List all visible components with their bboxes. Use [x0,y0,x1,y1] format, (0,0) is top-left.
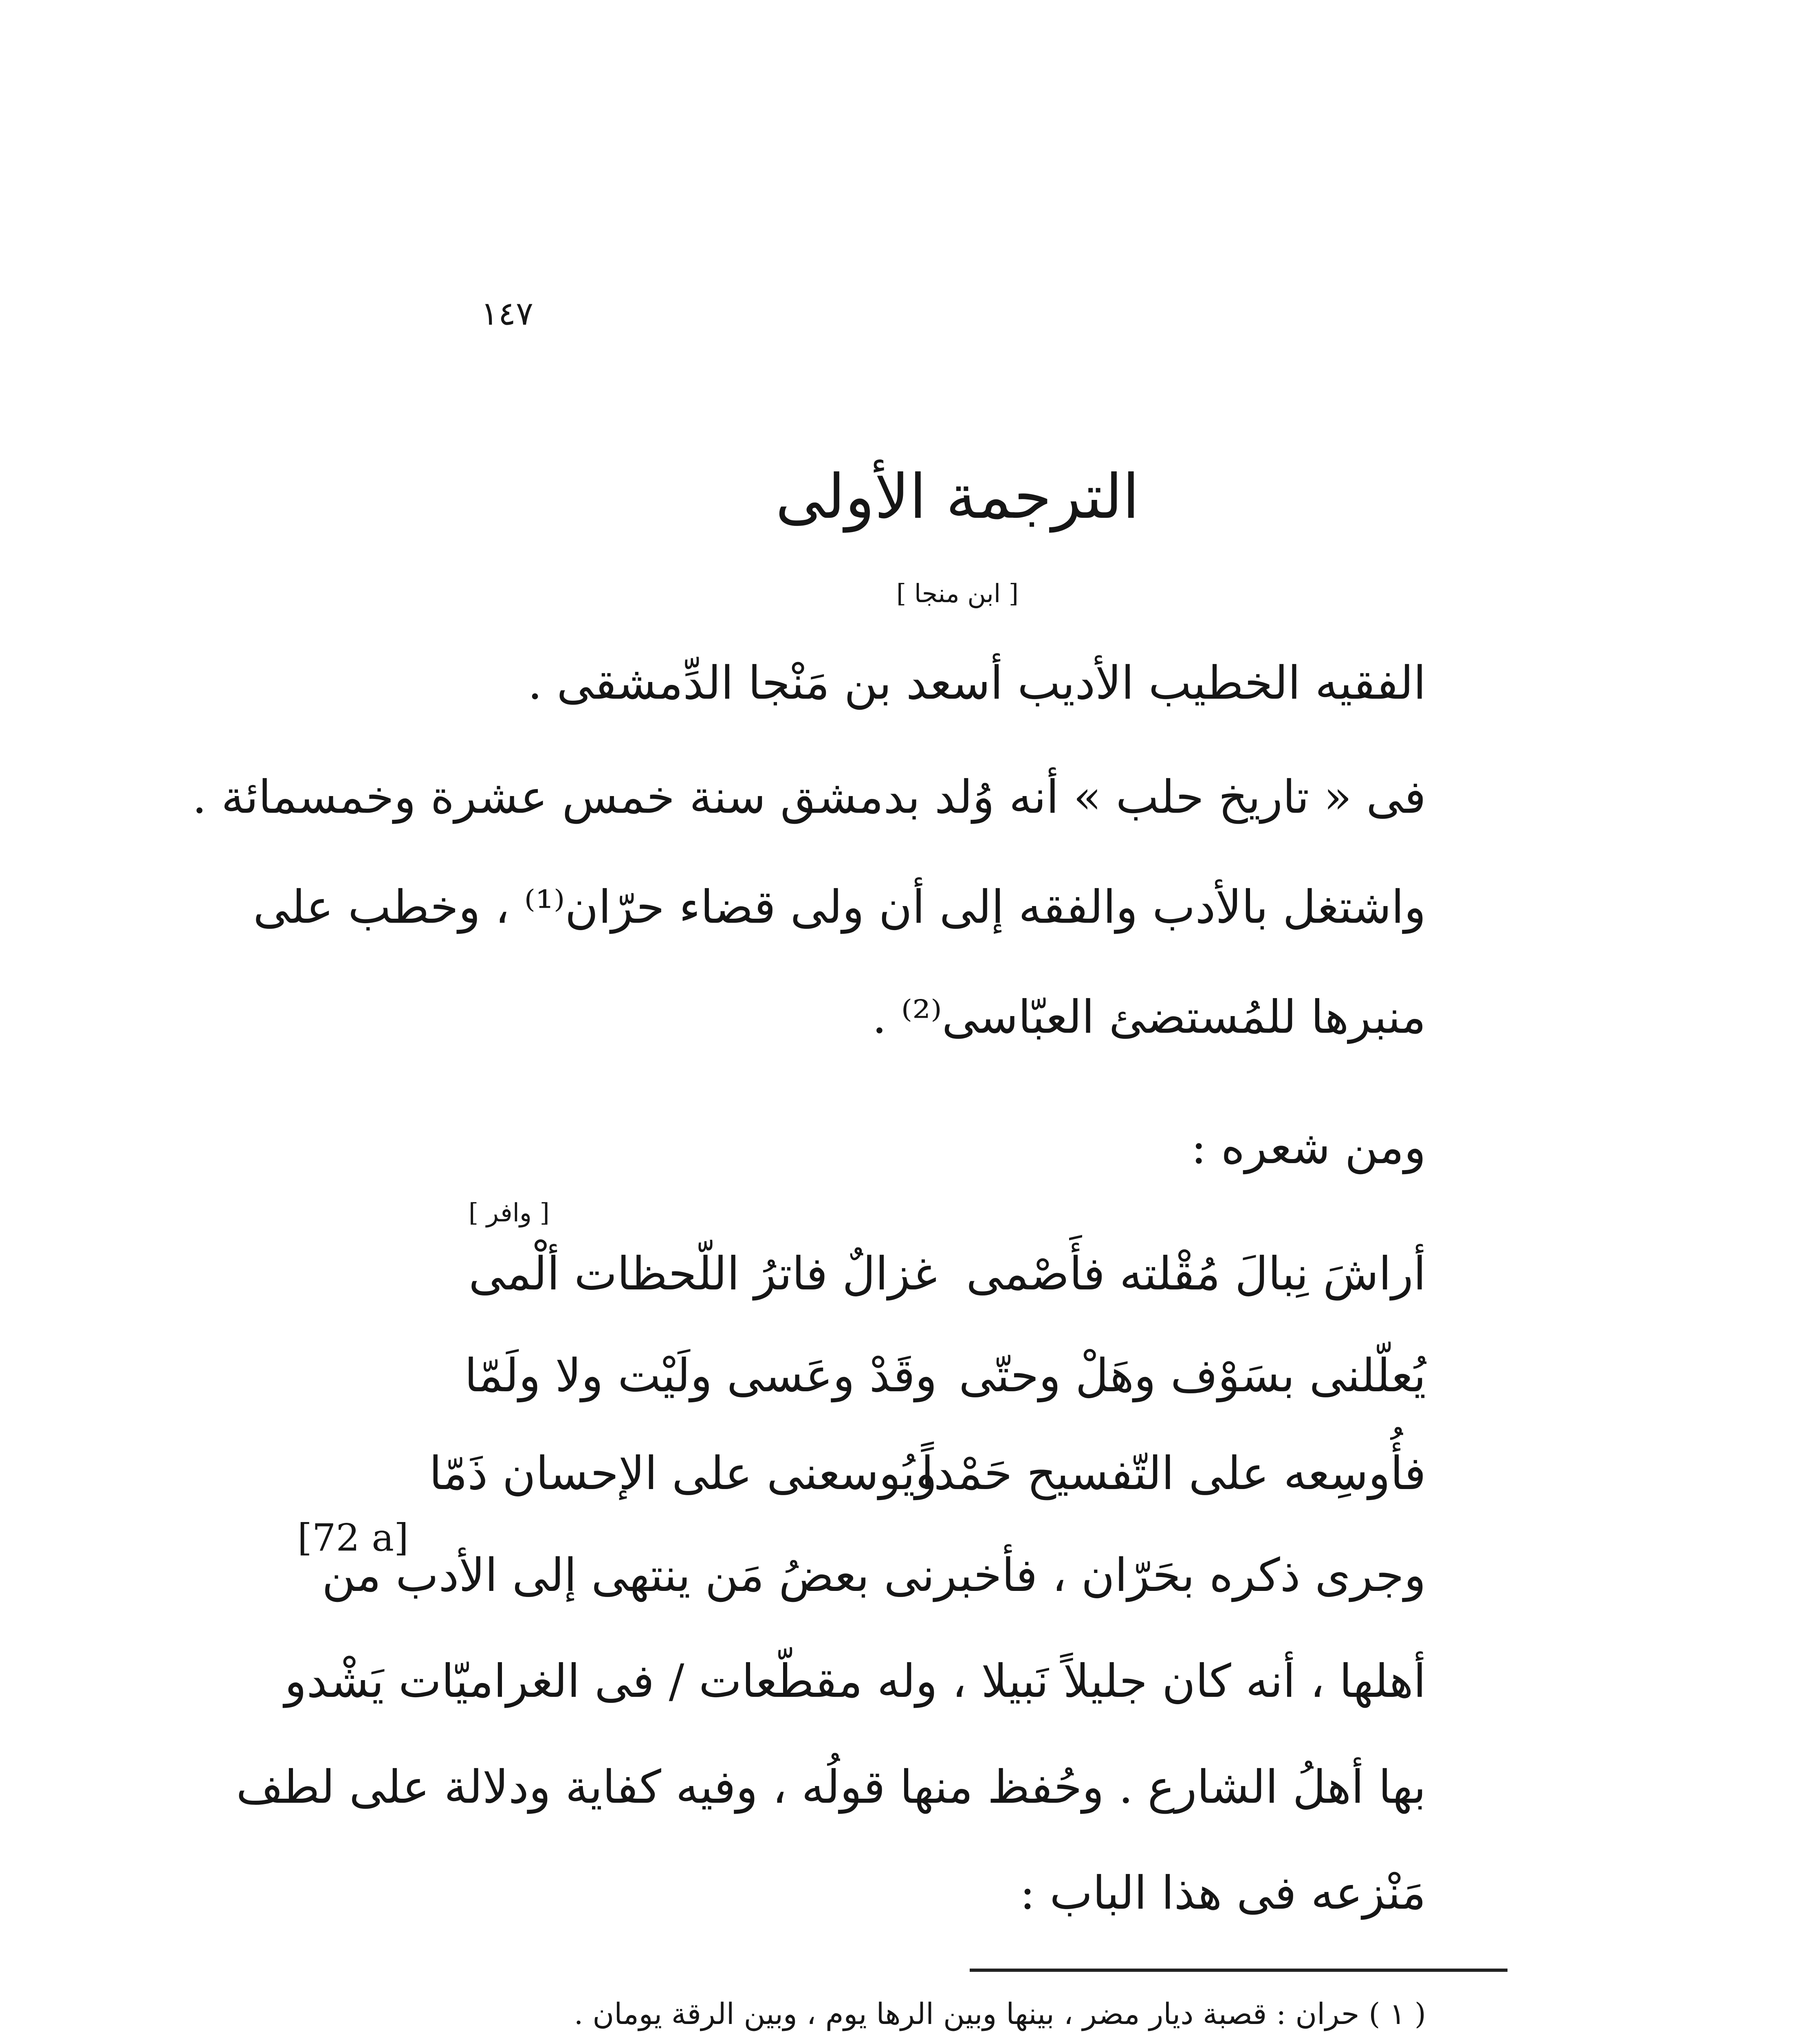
poetry-intro: ومن شعره : [1191,1121,1426,1174]
verse-second-hemistich: ويُوسعنى على الإحسان ذَمّا [429,1447,937,1500]
verse-second-hemistich: وقَدْ وعَسى ولَيْت ولا ولَمّا [464,1349,937,1402]
body-line: وجرى ذكره بحَرّان ، فأخبرنى بعضُ مَن ينتهى إلى الأدب من [322,1549,1426,1602]
margin-reference: [72 a] [297,1516,409,1560]
verse-first-hemistich: أراشَ نِبالَ مُقْلته فأَصْمى [966,1247,1426,1300]
verse-first-hemistich: يُعلّلنى بسَوْف وهَلْ وحتّى [959,1349,1426,1402]
footnote-line: ( ١ ) حران : قصبة ديار مضر ، بينها وبين الرها يوم ، وبين الرقة يومان . [574,1997,1426,2031]
verse-second-hemistich: غزالٌ فاترُ اللّحظات ألْمى [469,1247,937,1300]
body-line: مَنْزعه فى هذا الباب : [1019,1867,1426,1920]
chapter-subtitle: [ ابن منجا ] [896,579,1019,608]
verse-first-hemistich: فأُوسِعه على التّفسيح حَمْداً [921,1447,1426,1500]
body-line: أهلها ، أنه كان جليلاً نَبيلا ، وله مقطّعات / فى الغراميّات يَشْدو [284,1655,1426,1708]
chapter-title: الترجمة الأولى [775,462,1140,532]
body-line: واشتغل بالأدب والفقه إلى أن ولى قضاء حرّان⁽¹⁾ ، وخطب على [253,881,1426,934]
body-line: فى « تاريخ حلب » أنه وُلد بدمشق سنة خمس عشرة وخمسمائة . [192,771,1426,824]
meter-label: [ وافر ] [469,1198,550,1227]
footnote-rule [970,1969,1507,1972]
body-line: بها أهلُ الشارع . وحُفظ منها قولُه ، وفيه كفاية ودلالة على لطف [236,1761,1426,1814]
page-number: ١٤٧ [481,295,533,332]
body-line: منبرها للمُستضئ العبّاسى⁽²⁾ . [872,991,1426,1044]
body-line: الفقيه الخطيب الأديب أسعد بن مَنْجا الدِّمشقى . [528,657,1426,710]
